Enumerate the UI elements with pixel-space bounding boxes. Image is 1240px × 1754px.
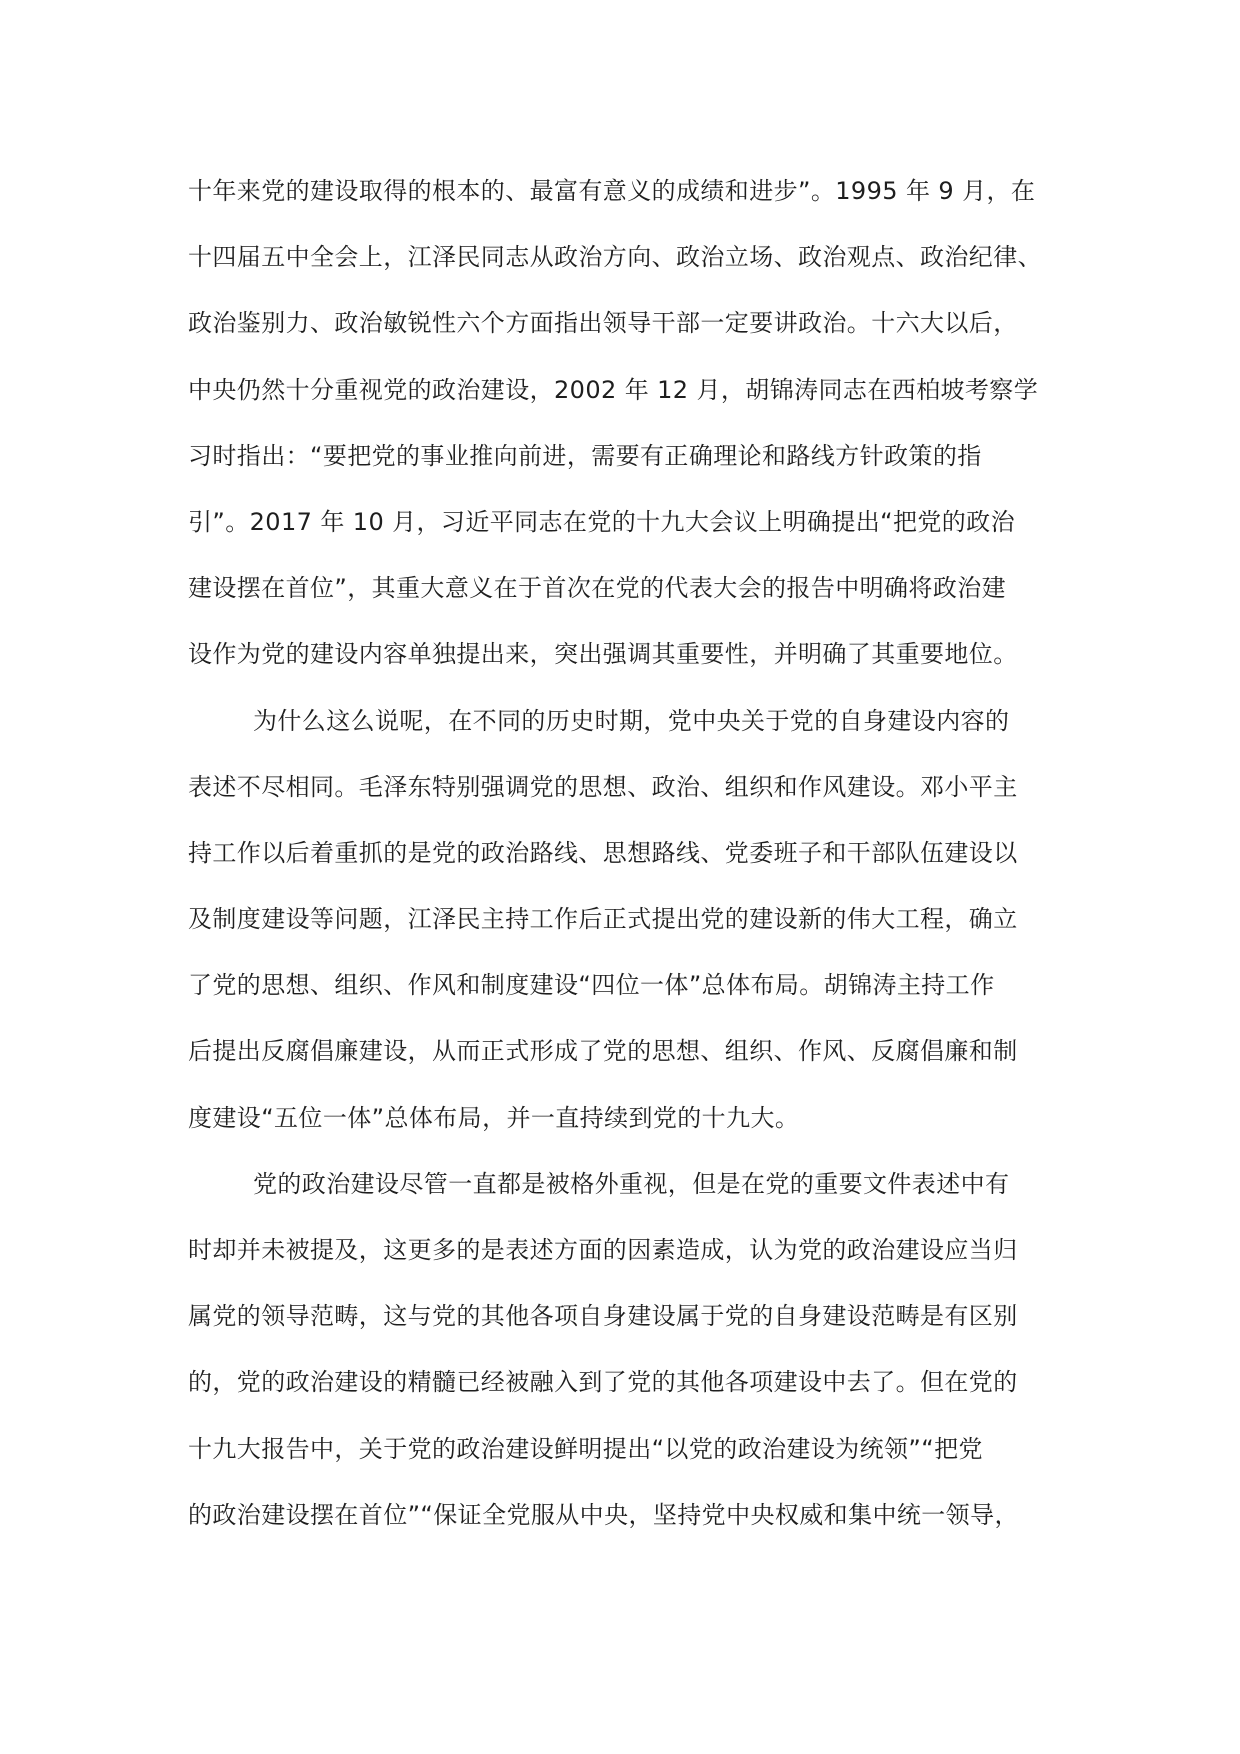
text-line: 十年来党的建设取得的根本的、最富有意义的成绩和进步”。1995 年 9 月，在 bbox=[188, 177, 1036, 205]
paragraph-start-line: 为什么这么说呢，在不同的历史时期，党中央关于党的自身建设内容的 bbox=[253, 706, 1010, 735]
text-line: 了党的思想、组织、作风和制度建设“四位一体”总体布局。胡锦涛主持工作 bbox=[188, 971, 995, 1000]
text-line: 的政治建设摆在首位”“保证全党服从中央，坚持党中央权威和集中统一领导， bbox=[188, 1500, 1019, 1529]
text-line: 后提出反腐倡廉建设，从而正式形成了党的思想、组织、作风、反腐倡廉和制 bbox=[188, 1037, 1018, 1066]
body-text bbox=[188, 176, 1068, 1566]
text-line: 十四届五中全会上，江泽民同志从政治方向、政治立场、政治观点、政治纪律、 bbox=[188, 243, 1042, 272]
text-line: 度建设“五位一体”总体布局，并一直持续到党的十九大。 bbox=[188, 1103, 800, 1132]
text-line: 政治鉴别力、政治敏锐性六个方面指出领导干部一定要讲政治。十六大以后， bbox=[188, 309, 1018, 338]
text-line: 引”。2017 年 10 月，习近平同志在党的十九大会议上明确提出“把党的政治 bbox=[188, 507, 1015, 536]
paragraph-start-line: 党的政治建设尽管一直都是被格外重视，但是在党的重要文件表述中有 bbox=[253, 1169, 1010, 1198]
text-line: 建设摆在首位”，其重大意义在于首次在党的代表大会的报告中明确将政治建 bbox=[188, 574, 1007, 603]
text-line: 时却并未被提及，这更多的是表述方面的因素造成，认为党的政治建设应当归 bbox=[188, 1236, 1018, 1264]
text-line: 中央仍然十分重视党的政治建设，2002 年 12 月，胡锦涛同志在西柏坡考察学 bbox=[188, 375, 1039, 404]
text-line: 表述不尽相同。毛泽东特别强调党的思想、政治、组织和作风建设。邓小平主 bbox=[188, 772, 1018, 801]
text-line: 设作为党的建设内容单独提出来，突出强调其重要性，并明确了其重要地位。 bbox=[188, 640, 1018, 669]
text-line: 持工作以后着重抓的是党的政治路线、思想路线、党委班子和干部队伍建设以 bbox=[188, 838, 1018, 867]
text-line: 及制度建设等问题，江泽民主持工作后正式提出党的建设新的伟大工程，确立 bbox=[188, 905, 1018, 934]
text-line: 的，党的政治建设的精髓已经被融入到了党的其他各项建设中去了。但在党的 bbox=[188, 1368, 1018, 1397]
text-line: 属党的领导范畴，这与党的其他各项自身建设属于党的自身建设范畴是有区别 bbox=[188, 1302, 1018, 1331]
text-line: 习时指出：“要把党的事业推向前进，需要有正确理论和路线方针政策的指 bbox=[188, 441, 982, 470]
text-line: 十九大报告中，关于党的政治建设鲜明提出“以党的政治建设为统领”“把党 bbox=[188, 1434, 983, 1463]
